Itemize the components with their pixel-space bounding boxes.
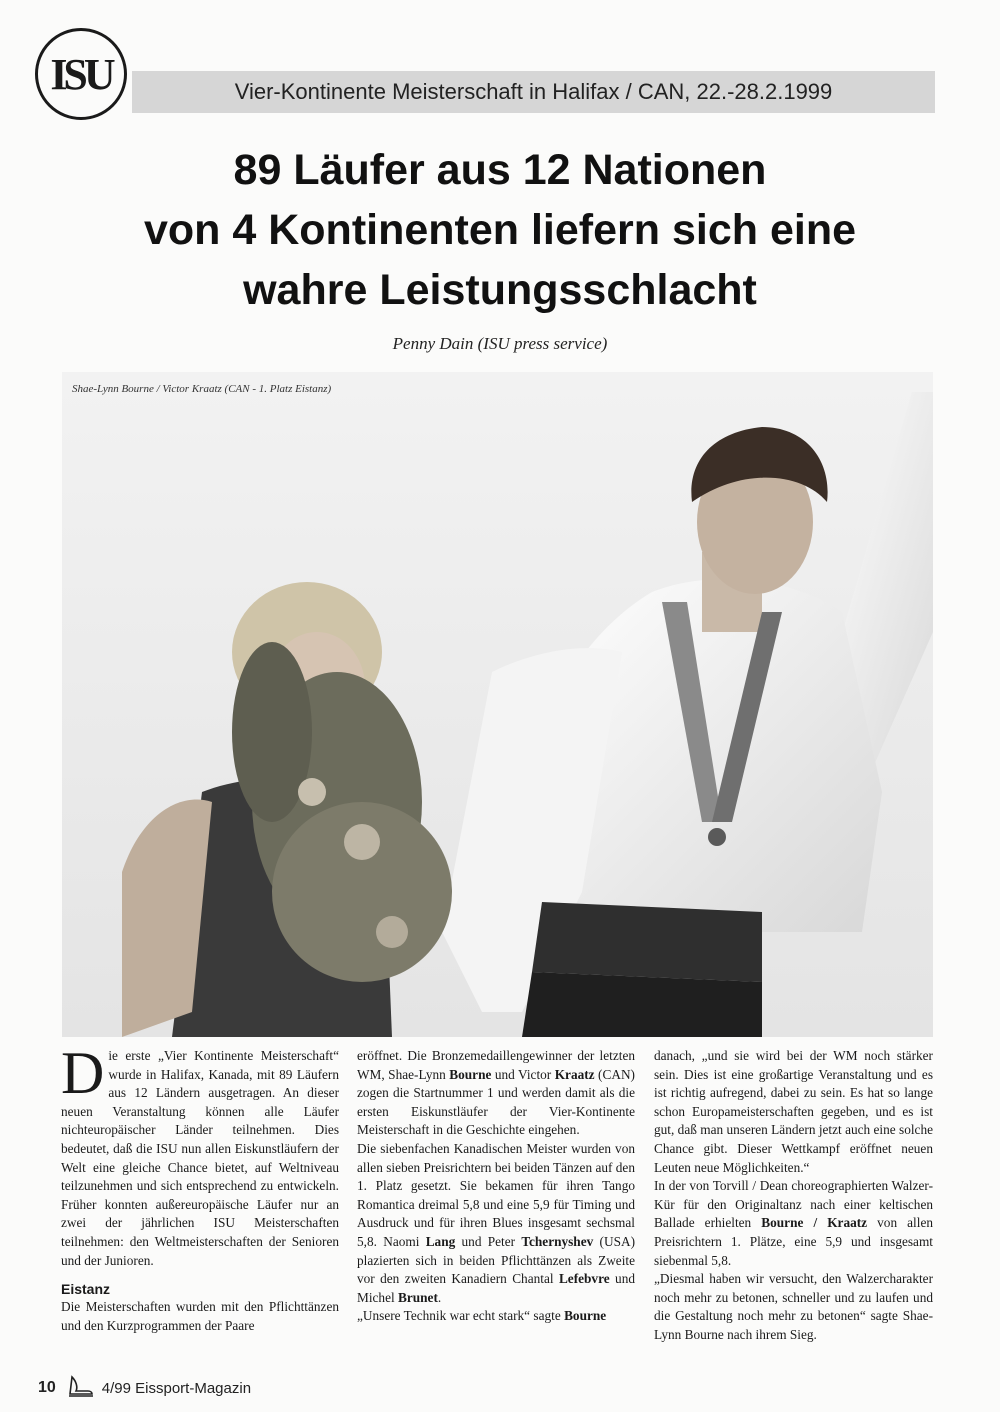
event-title: Vier-Kontinente Meisterschaft in Halifax / CAN, 22.-28.2.1999 [234,79,833,104]
isu-logo-text: ISU [50,49,112,99]
column-1-text-1: ie erste „Vier Kontinente Meisterschaft“ wurde in Halifax, Kanada, mit 89 Läufern aus 12 Ländern ausgetragen. An dieser neuen Veranstaltung können alle Läufer nichteuropäischer Länder teilnehmen. Dies bedeutet, daß die ISU nun allen Eiskunstläufern der Welt eine gleiche Chance bietet, auf Weltniveau teilzunehmen und sich entsprechend zu entwickeln. Früher konnten außereuropäische Läufer nur an zwei der jährlichen ISU Meisterschaften teilnehmen: den Weltmeisterschaften der Senioren und der Junioren. [61,1048,339,1268]
text-run: (USA) plazierten sich in beiden Pflichttänzen als Zweite vor den zweiten Kanadiern Chantal [357,1233,635,1287]
column-2-paragraph-2 [357,1140,635,1307]
text-run: In der von Torvill / Dean choreographierten Walzer-Kür für den Originaltanz nach einer keltischen Ballade erhielten [654,1178,933,1231]
name-bourne-kraatz: Bourne / Kraatz [761,1215,868,1231]
photo-caption: Shae-Lynn Bourne / Victor Kraatz (CAN - 1. Platz Eistanz) [72,383,332,395]
headline-line-3: wahre Leistungsschlacht [243,266,757,314]
name-brunet: Brunet [398,1289,438,1305]
name-bourne: Bourne [564,1308,607,1324]
name-lefebvre: Lefebvre [558,1271,610,1287]
text-run: und Peter [455,1233,522,1249]
page-footer [38,1375,251,1401]
skaters-photo-illustration [62,372,933,1037]
text-run: und Michel [357,1271,635,1305]
article-column-2 [357,1047,635,1326]
section-heading-eistanz: Eistanz [61,1281,111,1298]
skate-icon [68,1375,94,1401]
article-column-3 [654,1047,933,1345]
headline-line-1: 89 Läufer aus 12 Nationen [233,146,767,194]
column-1-text-2: Die Meisterschaften wurden mit den Pflichttänzen und den Kurzprogrammen der Paare [61,1299,339,1333]
issue-label: 4/99 Eissport-Magazin [101,1379,252,1397]
text-run: und Victor [491,1066,555,1082]
column-3-paragraph-2 [654,1177,933,1270]
name-bourne: Bourne [449,1066,492,1082]
isu-logo [35,28,127,120]
text-run: eröffnet. Die Bronzemedaillengewinner der letzten WM, Shae-Lynn [357,1048,635,1082]
headline-line-2: von 4 Kontinenten liefern sich eine [143,206,857,254]
article-headline [40,140,960,320]
text-run: von allen Preisrichtern 1. Plätze, eine 5,9 und insgesamt siebenmal 5,8. [654,1215,933,1268]
page-number: 10 [38,1379,56,1396]
article-column-1 [61,1040,339,1335]
drop-cap: D [61,1040,105,1106]
article-byline: Penny Dain (ISU press service) [392,334,608,353]
name-lang: Lang [425,1233,456,1249]
text-run: . [437,1289,442,1305]
column-2-paragraph-3 [357,1307,635,1326]
name-kraatz: Kraatz [554,1066,595,1082]
text-run: Die siebenfachen Kanadischen Meister wurden von allen sieben Preisrichtern bei beiden Tänzen auf den 1. Platz gesetzt. Sie bekamen für ihren Tango Romantica dreimal 5,8 und eine 5,9 für Timing und Ausdruck und für ihren Blues insgesamt sechsmal 5,8. Naomi [357,1140,635,1249]
column-3-paragraph-3: „Diesmal haben wir versucht, den Walzercharakter noch mehr zu betonen, schneller und zu laufen und die Gestaltung noch mehr zu betonen“ sagte Shae-Lynn Bourne nach ihrem Sieg. [654,1271,933,1342]
column-2-paragraph-1 [357,1047,635,1140]
name-tchernyshev: Tchernyshev [521,1233,594,1249]
event-header-bar [132,71,935,113]
skaters-photo [62,372,933,1037]
column-1-paragraph-1 [61,1040,339,1270]
text-run: (CAN) zogen die Startnummer 1 und werden damit als die ersten Eiskunstläufer der Vier-Kontinente Meisterschaft in die Geschichte eingehen. [357,1066,635,1138]
column-3-paragraph-1: danach, „und sie wird bei der WM noch stärker sein. Dies ist eine großartige Veranstaltung und es ist richtig aufregend, dabei zu sein. Es hat so lange schon Europameisterschaften gegeben, und es ist gut, daß man unseren Ländern jetzt auch eine solche Chance gibt. Dieser Wettkampf eröffnet neuen Leuten neue Möglichkeiten.“ [654,1048,933,1175]
text-run: „Unsere Technik war echt stark“ sagte [357,1308,565,1324]
